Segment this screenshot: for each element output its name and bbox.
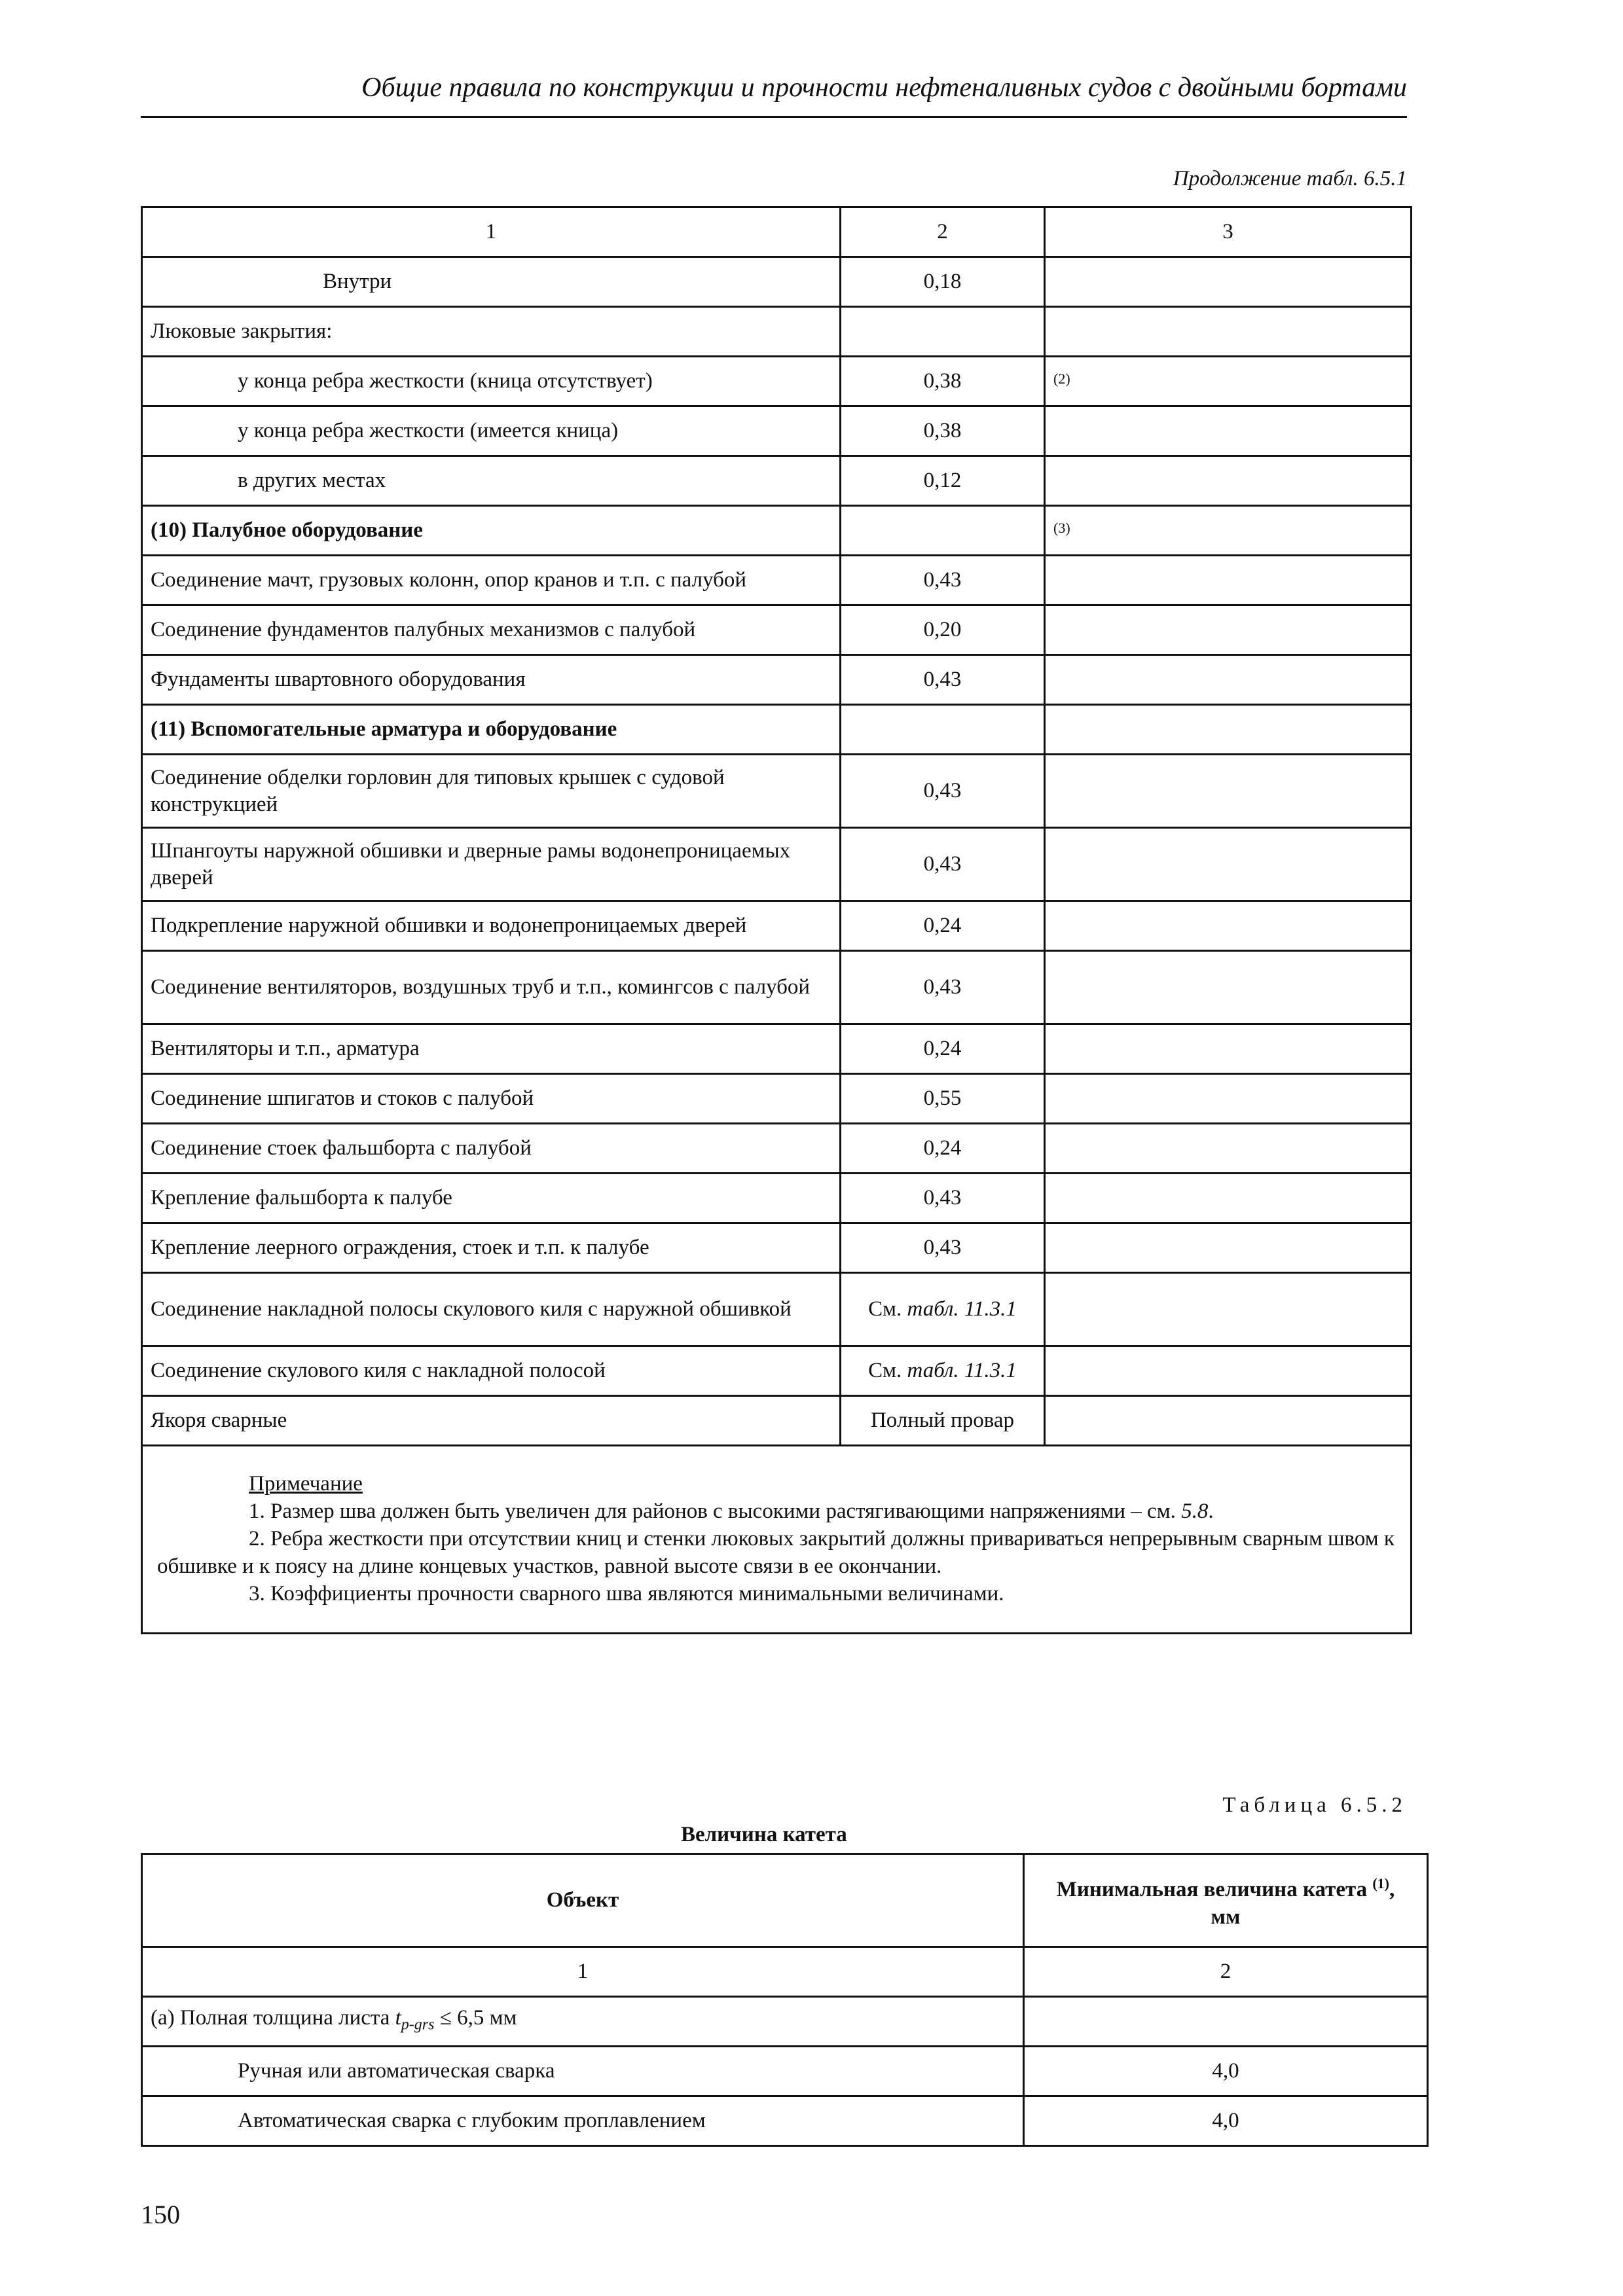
row-text: в других местах — [142, 456, 841, 506]
row-value: 0,55 — [841, 1074, 1045, 1124]
thickness-symbol: t — [395, 2005, 401, 2030]
running-header-title: Общие правила по конструкции и прочности нефтеналивных судов с двойными бортами — [361, 73, 1407, 103]
note-1 — [157, 1498, 1396, 1525]
row-note — [1045, 556, 1412, 605]
row-text: Соединение фундаментов палубных механизмов с палубой — [142, 605, 841, 655]
table-row — [142, 901, 1412, 951]
note-3: 3. Коэффициенты прочности сварного шва являются минимальными величинами. — [249, 1582, 1004, 1605]
table-row — [142, 556, 1412, 605]
table-row — [142, 655, 1412, 705]
row-text: Соединение скулового киля с накладной полосой — [142, 1346, 841, 1396]
row-text: Внутри — [142, 257, 841, 307]
table-notes-row — [142, 1446, 1412, 1634]
row-text: Соединение накладной полосы скулового киля с наружной обшивкой — [142, 1273, 841, 1346]
table-section-row — [142, 506, 1412, 556]
header-min-leg — [1024, 1854, 1428, 1947]
table-row — [142, 357, 1412, 406]
row-note — [1045, 1124, 1412, 1174]
table-row — [142, 828, 1412, 901]
row-value — [1024, 1997, 1428, 2047]
row-text: у конца ребра жесткости (имеется кница) — [142, 406, 841, 456]
note-1-reference: 5.8 — [1181, 1499, 1209, 1523]
header-comma: , — [1389, 1878, 1395, 1901]
row-text: Соединение обделки горловин для типовых крышек с судовой конструкцией — [142, 755, 841, 828]
column-number-2: 2 — [841, 207, 1045, 257]
row-note — [1045, 357, 1412, 406]
row-text — [142, 1997, 1024, 2047]
table-row — [142, 1223, 1412, 1273]
row-text: Вентиляторы и т.п., арматура — [142, 1024, 841, 1074]
row-value — [841, 307, 1045, 357]
notes-cell — [142, 1446, 1412, 1634]
note-2: 2. Ребра жесткости при отсутствии книц и стенки люковых закрытий должны привариваться непрерывным сварным швом к обшивке и к поясу на длине концевых участков, равной высоте связи в ее окончании. — [157, 1527, 1395, 1578]
weld-factor-table — [141, 206, 1412, 1634]
column-number-1: 1 — [142, 1947, 1024, 1997]
row-value: 0,43 — [841, 556, 1045, 605]
row-text: Крепление леерного ограждения, стоек и т.п. к палубе — [142, 1223, 841, 1273]
table-row — [142, 1074, 1412, 1124]
row-value: 0,43 — [841, 1223, 1045, 1273]
row-value: 0,43 — [841, 655, 1045, 705]
column-number-3: 3 — [1045, 207, 1412, 257]
row-value: 0,24 — [841, 1024, 1045, 1074]
row-text: Люковые закрытия: — [142, 307, 841, 357]
table-continuation-caption: Продолжение табл. 6.5.1 — [1173, 167, 1407, 190]
table-section-row — [142, 705, 1412, 755]
table-row — [142, 1997, 1428, 2047]
row-value: 0,24 — [841, 1124, 1045, 1174]
table-row — [142, 1124, 1412, 1174]
row-value: 0,20 — [841, 605, 1045, 655]
row-value: 0,43 — [841, 1174, 1045, 1223]
table-label: Таблица 6.5.2 — [1222, 1793, 1407, 1817]
row-text: у конца ребра жесткости (кница отсутствует) — [142, 357, 841, 406]
row-value: 0,38 — [841, 357, 1045, 406]
table-row — [142, 1396, 1412, 1446]
row-note — [1045, 901, 1412, 951]
row-value: 0,38 — [841, 406, 1045, 456]
table-row — [142, 1174, 1412, 1223]
table-title: Величина катета — [681, 1823, 847, 1846]
row-text: Соединение мачт, грузовых колонн, опор кранов и т.п. с палубой — [142, 556, 841, 605]
section-heading: (10) Палубное оборудование — [142, 506, 841, 556]
table-row — [142, 605, 1412, 655]
row-note — [1045, 1396, 1412, 1446]
row-value — [841, 1273, 1045, 1346]
leg-size-table — [141, 1853, 1429, 2147]
column-number-1: 1 — [142, 207, 841, 257]
note-1-end: . — [1208, 1499, 1214, 1523]
row-value: 0,18 — [841, 257, 1045, 307]
table-row — [142, 2047, 1428, 2096]
row-value: 0,24 — [841, 901, 1045, 951]
see-prefix: См. — [868, 1359, 902, 1382]
table-row — [142, 755, 1412, 828]
notes-title: Примечание — [249, 1472, 363, 1496]
note-1-text: 1. Размер шва должен быть увеличен для районов с высокими растягивающими напряжениями – см. — [249, 1499, 1176, 1523]
row-note — [1045, 1074, 1412, 1124]
row-note — [1045, 1273, 1412, 1346]
header-min-leg-text: Минимальная величина катета — [1056, 1878, 1368, 1901]
row-value — [841, 1346, 1045, 1396]
table-row — [142, 951, 1412, 1024]
row-text: Крепление фальшборта к палубе — [142, 1174, 841, 1223]
row-note — [1045, 1174, 1412, 1223]
row-value: 0,43 — [841, 951, 1045, 1024]
table-header-row — [142, 1854, 1428, 1947]
row-text: Соединение шпигатов и стоков с палубой — [142, 1074, 841, 1124]
row-a-prefix: (а) Полная толщина листа — [151, 2005, 390, 2030]
header-unit: мм — [1211, 1905, 1241, 1929]
section-heading: (11) Вспомогательные арматура и оборудование — [142, 705, 841, 755]
row-note — [1045, 1024, 1412, 1074]
thickness-subscript: p-grs — [401, 2016, 435, 2034]
row-value: 0,12 — [841, 456, 1045, 506]
row-value — [841, 705, 1045, 755]
see-prefix: См. — [868, 1297, 902, 1321]
table-row — [142, 307, 1412, 357]
row-note — [1045, 605, 1412, 655]
row-note — [1045, 506, 1412, 556]
row-note — [1045, 828, 1412, 901]
table-reference: табл. 11.3.1 — [907, 1297, 1017, 1321]
row-note — [1045, 1223, 1412, 1273]
column-number-2: 2 — [1024, 1947, 1428, 1997]
row-note — [1045, 307, 1412, 357]
row-text: Шпангоуты наружной обшивки и дверные рамы водонепроницаемых дверей — [142, 828, 841, 901]
row-note — [1045, 456, 1412, 506]
row-text: Фундаменты швартовного оборудования — [142, 655, 841, 705]
row-text: Подкрепление наружной обшивки и водонепроницаемых дверей — [142, 901, 841, 951]
row-note — [1045, 755, 1412, 828]
row-note — [1045, 406, 1412, 456]
footnote-ref: (2) — [1053, 370, 1070, 387]
row-text: Соединение вентиляторов, воздушных труб и т.п., комингсов с палубой — [142, 951, 841, 1024]
table-row — [142, 257, 1412, 307]
row-text: Ручная или автоматическая сварка — [142, 2047, 1024, 2096]
column-number-row — [142, 1947, 1428, 1997]
page-number: 150 — [141, 2200, 180, 2229]
table-row — [142, 406, 1412, 456]
row-value: 0,43 — [841, 828, 1045, 901]
table-row — [142, 2096, 1428, 2146]
footnote-ref: (3) — [1053, 520, 1070, 536]
table-reference: табл. 11.3.1 — [907, 1359, 1017, 1382]
row-text: Автоматическая сварка с глубоким проплавлением — [142, 2096, 1024, 2146]
row-note — [1045, 951, 1412, 1024]
table-row — [142, 1273, 1412, 1346]
row-note — [1045, 257, 1412, 307]
row-value: 0,43 — [841, 755, 1045, 828]
table-row — [142, 1024, 1412, 1074]
header-rule — [141, 116, 1407, 118]
row-value: 4,0 — [1024, 2047, 1428, 2096]
row-text: Якоря сварные — [142, 1396, 841, 1446]
row-note — [1045, 655, 1412, 705]
table-row — [142, 1346, 1412, 1396]
row-a-suffix: ≤ 6,5 мм — [439, 2005, 517, 2030]
table-row — [142, 456, 1412, 506]
row-value: 4,0 — [1024, 2096, 1428, 2146]
row-text: Соединение стоек фальшборта с палубой — [142, 1124, 841, 1174]
row-value — [841, 506, 1045, 556]
row-note — [1045, 705, 1412, 755]
row-note — [1045, 1346, 1412, 1396]
row-value: Полный провар — [841, 1396, 1045, 1446]
footnote-ref: (1) — [1372, 1875, 1389, 1892]
table-header-row — [142, 207, 1412, 257]
header-object: Объект — [142, 1854, 1024, 1947]
